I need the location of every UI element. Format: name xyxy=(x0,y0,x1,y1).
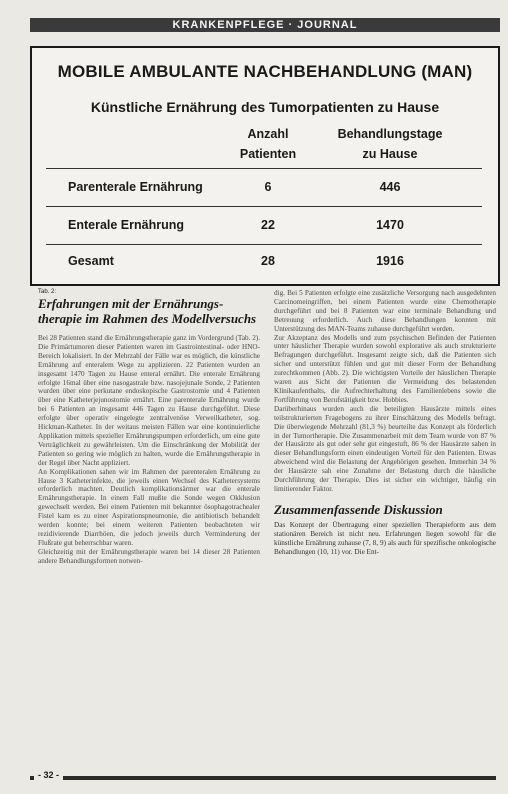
results-table xyxy=(30,46,500,286)
table-caption: Tab. 2: xyxy=(38,289,57,295)
footer-rule xyxy=(30,776,496,780)
page-number: - 32 - xyxy=(34,770,63,780)
column-header-days: Behandlungstage zu Hause xyxy=(337,127,443,161)
column-header-patients: Anzahl Patienten xyxy=(239,127,297,161)
journal-header: KRANKENPFLEGE · JOURNAL xyxy=(30,18,500,32)
right-body xyxy=(274,289,496,494)
row-patients: 6 xyxy=(264,180,272,194)
table-title: MOBILE AMBULANTE NACHBEHANDLUNG (MAN) xyxy=(57,62,473,81)
row-days: 1916 xyxy=(376,254,404,268)
paragraph: Zur Akzeptanz des Modells und zum psychischen Befinden der Patienten unter häuslicher Therapie wurden sowohl explorative als auch strukturierte Befragungen durchgeführt. Insgesamt zeigte sich, daß die Patienten sich sicher und unterstützt fühlen und gut mit dieser Form der Behandlung zurechtkommen (Abb. 2). Die wichtigsten Vorteile der häuslichen Therapie waren aus Sicht der Patienten die Vermeidung des belastenden Klinikaufenthalts, die Aufrechterhaltung des Familienlebens sowie die Fortführung von Berufstätigkeit bzw. Hobbies. xyxy=(274,333,496,404)
left-body xyxy=(38,334,260,566)
row-label: Parenterale Ernährung xyxy=(68,180,203,194)
paragraph: Darüberhinaus wurden auch die beteiligten Hausärzte mittels eines teilstrukturierten Fragebogens zu ihrer Einschätzung des Modells befragt. Die überwiegende Mehrzahl (81,3 %) beurteilte das Konzept als förderlich in der Tumortherapie. Die Zusammenarbeit mit dem Team wurde von 87 % der Hausärzte als gut oder sehr gut eingestuft, 86 % der Hausärzte sahen in dieser Behandlungsform einen eindeutigen Vorteil für den Patienten. Etwas abweichend wird die Belastung der Angehörigen gesehen. Immerhin 34 % der Hausärzte sah eine Zunahme der Belastung durch die häusliche Durchführung der Therapie. Dies ist sicher ein wichtiger, häufig ein limitierender Faktor. xyxy=(274,404,496,493)
paragraph: dig. Bei 5 Patienten erfolgte eine zusätzliche Versorgung nach ausgedehnten Carcinomeingriffen, bei einem Patienten wurde eine Chemotherapie durchgeführt und bei 8 Patienten war eine terminale Behandlung und Betreuung erforderlich. Auch diese Behandlungen konnten mit Unterstützung des MAN-Teams zuhause durchgeführt werden. xyxy=(274,289,496,333)
table-subtitle: Künstliche Ernährung des Tumorpatienten zu Hause xyxy=(90,99,440,115)
row-days: 1470 xyxy=(376,218,404,232)
section-heading: Zusammenfassende Diskussion xyxy=(274,501,443,517)
paragraph: Bei 28 Patienten stand die Ernährungstherapie ganz im Vordergrund (Tab. 2). Die Primärtumoren dieser Patienten waren im Gastrointestinal- oder HNO-Bereich lokalisiert. In der Mehrzahl der Fälle war es möglich, die künstliche Ernährung auf enteralem Wege zu applizieren. 22 Patienten wurden an insgesamt 1470 Tagen zu Hause enteral ernährt. Die enterale Ernährung erfolgte 16mal über eine nasogastrale bzw. nasojejunale Sonde, 2 Patienten wurden über eine perkutane endoskopische Gastrostomie und 4 Patienten über eine Katheterjejunostomie ernährt. Eine parenterale Ernährung wurde bei 6 Patienten an insgesamt 446 Tagen zu Hause durchgeführt. Diese erfolgte über operativ eingelegte zentralvenöse Verweilkatheter, sog. Hickman-Katheter. In der weitaus meisten Fällen war eine kontinuierliche Applikation mittels spezieller Ernährungspumpen erforderlich, um eine gute Verträglichkeit zu gewährleisten. Um die Einschränkung der Mobilität der Patienten so gering wie möglich zu halten, wurde die Ernährungstherapie in der Regel über Nacht appliziert. xyxy=(38,334,260,467)
paragraph: Das Konzept der Übertragung einer speziellen Therapieform aus dem stationären Bereich ist nicht neu. Erfahrungen liegen sowohl für die künstliche Ernährung zuhause (7, 8, 9) als auch für spezifische onkologische Behandlungen (10, 11) vor. Die Ent- xyxy=(274,520,496,556)
right-column xyxy=(274,289,496,556)
row-patients: 28 xyxy=(261,254,275,268)
section-heading: Erfahrungen mit der Ernährungstherapie im Rahmen des Modellversuchs xyxy=(38,296,257,326)
paragraph: An Komplikationen sahen wir im Rahmen der parenteralen Ernährung zu Hause 3 Katheterinfekte, die jeweils einen Wechsel des Kathetersystems erforderlich machten. Deutlich komplikationsärmer war die enterale Ernährungstherapie. In einem Fall mußte die Sonde wegen Okklusion gewechselt werden. Bei einem Patienten mit bekannter ösophagotrachealer Fistel kam es zu einer Aspirationspneumonie, die antibiotisch behandelt werden konnte; bei einem weiteren Patienten beobachteten wir rezidivierende Diarrhöen, die jedoch jeweils durch Verminderung der Flußrate gut beherrschbar waren. xyxy=(38,467,260,547)
row-label: Gesamt xyxy=(68,254,114,268)
left-column xyxy=(38,296,260,566)
table-divider xyxy=(46,168,482,169)
row-days: 446 xyxy=(379,180,401,194)
paragraph: Gleichzeitig mit der Ernährungstherapie waren bei 14 dieser 28 Patienten andere Behandlungsformen notwen- xyxy=(38,547,260,565)
table-divider xyxy=(46,244,482,245)
row-patients: 22 xyxy=(261,218,275,232)
row-label: Enterale Ernährung xyxy=(68,218,184,232)
table-divider xyxy=(46,206,482,207)
